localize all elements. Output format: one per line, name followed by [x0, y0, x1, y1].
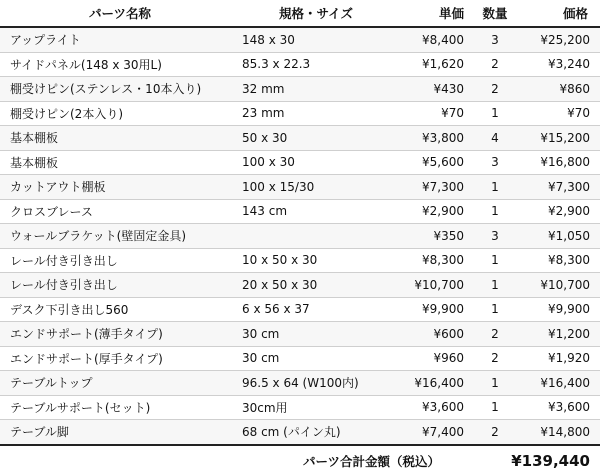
cell-spec: 148 x 30	[240, 27, 390, 52]
cell-unit-price: ¥600	[390, 322, 470, 347]
cell-unit-price: ¥8,300	[390, 248, 470, 273]
cell-spec: 68 cm (パイン丸)	[240, 420, 390, 445]
cell-name: レール付き引き出し	[0, 273, 240, 298]
cell-qty: 1	[470, 395, 520, 420]
cell-qty: 3	[470, 27, 520, 52]
cell-qty: 1	[470, 273, 520, 298]
cell-qty: 2	[470, 420, 520, 445]
cell-qty: 1	[470, 101, 520, 126]
table-row	[0, 420, 600, 445]
cell-unit-price: ¥70	[390, 101, 470, 126]
cell-name: カットアウト棚板	[0, 175, 240, 200]
cell-spec: 100 x 15/30	[240, 175, 390, 200]
cell-price: ¥9,900	[520, 297, 600, 322]
cell-spec: 23 mm	[240, 101, 390, 126]
cell-spec: 32 mm	[240, 77, 390, 102]
cell-unit-price: ¥8,400	[390, 27, 470, 52]
cell-name: テーブル脚	[0, 420, 240, 445]
table-row	[0, 273, 600, 298]
cell-name: クロスブレース	[0, 199, 240, 224]
cell-unit-price: ¥2,900	[390, 199, 470, 224]
cell-unit-price: ¥1,620	[390, 52, 470, 77]
cell-qty: 1	[470, 175, 520, 200]
cell-spec: 10 x 50 x 30	[240, 248, 390, 273]
cell-name: アップライト	[0, 27, 240, 52]
cell-qty: 3	[470, 224, 520, 249]
cell-unit-price: ¥7,300	[390, 175, 470, 200]
total-value: ¥139,440	[470, 445, 600, 476]
cell-price: ¥3,240	[520, 52, 600, 77]
cell-unit-price: ¥3,800	[390, 126, 470, 151]
cell-qty: 2	[470, 52, 520, 77]
table-row	[0, 175, 600, 200]
table-row	[0, 101, 600, 126]
total-label: パーツ合計金額（税込）	[0, 445, 470, 476]
header-name: パーツ名称	[0, 0, 240, 27]
cell-name: テーブルサポート(セット)	[0, 395, 240, 420]
cell-qty: 2	[470, 77, 520, 102]
cell-spec: 30 cm	[240, 346, 390, 371]
cell-unit-price: ¥3,600	[390, 395, 470, 420]
cell-price: ¥7,300	[520, 175, 600, 200]
cell-qty: 2	[470, 322, 520, 347]
table-row	[0, 346, 600, 371]
cell-price: ¥8,300	[520, 248, 600, 273]
table-row	[0, 395, 600, 420]
header-qty: 数量	[470, 0, 520, 27]
cell-price: ¥1,200	[520, 322, 600, 347]
cell-spec: 96.5 x 64 (W100内)	[240, 371, 390, 396]
header-unit-price: 単価	[390, 0, 470, 27]
cell-unit-price: ¥10,700	[390, 273, 470, 298]
cell-unit-price: ¥5,600	[390, 150, 470, 175]
table-row	[0, 322, 600, 347]
cell-price: ¥16,800	[520, 150, 600, 175]
cell-spec: 100 x 30	[240, 150, 390, 175]
cell-name: 基本棚板	[0, 126, 240, 151]
cell-name: 棚受けピン(ステンレス・10本入り)	[0, 77, 240, 102]
total-row	[0, 445, 600, 476]
cell-qty: 1	[470, 371, 520, 396]
table-row	[0, 248, 600, 273]
cell-price: ¥16,400	[520, 371, 600, 396]
cell-spec: 6 x 56 x 37	[240, 297, 390, 322]
table-row	[0, 150, 600, 175]
cell-name: 棚受けピン(2本入り)	[0, 101, 240, 126]
table-row	[0, 126, 600, 151]
cell-price: ¥1,920	[520, 346, 600, 371]
cell-price: ¥15,200	[520, 126, 600, 151]
cell-name: サイドパネル(148 x 30用L)	[0, 52, 240, 77]
cell-name: レール付き引き出し	[0, 248, 240, 273]
cell-spec: 30 cm	[240, 322, 390, 347]
cell-unit-price: ¥430	[390, 77, 470, 102]
cell-unit-price: ¥960	[390, 346, 470, 371]
cell-name: エンドサポート(厚手タイプ)	[0, 346, 240, 371]
cell-price: ¥10,700	[520, 273, 600, 298]
cell-price: ¥25,200	[520, 27, 600, 52]
cell-spec: 30cm用	[240, 395, 390, 420]
table-row	[0, 27, 600, 52]
cell-price: ¥14,800	[520, 420, 600, 445]
cell-qty: 4	[470, 126, 520, 151]
cell-name: テーブルトップ	[0, 371, 240, 396]
cell-name: 基本棚板	[0, 150, 240, 175]
table-row	[0, 371, 600, 396]
cell-name: エンドサポート(薄手タイプ)	[0, 322, 240, 347]
cell-qty: 1	[470, 199, 520, 224]
cell-price: ¥3,600	[520, 395, 600, 420]
cell-price: ¥860	[520, 77, 600, 102]
cell-price: ¥2,900	[520, 199, 600, 224]
cell-unit-price: ¥350	[390, 224, 470, 249]
cell-spec: 143 cm	[240, 199, 390, 224]
cell-unit-price: ¥9,900	[390, 297, 470, 322]
cell-price: ¥1,050	[520, 224, 600, 249]
table-row	[0, 77, 600, 102]
cell-name: ウォールブラケット(壁固定金具)	[0, 224, 240, 249]
cell-spec	[240, 224, 390, 249]
cell-unit-price: ¥7,400	[390, 420, 470, 445]
cell-spec: 20 x 50 x 30	[240, 273, 390, 298]
table-row	[0, 52, 600, 77]
table-header-row	[0, 0, 600, 27]
cell-qty: 1	[470, 297, 520, 322]
cell-name: デスク下引き出し560	[0, 297, 240, 322]
cell-spec: 85.3 x 22.3	[240, 52, 390, 77]
cell-qty: 2	[470, 346, 520, 371]
cell-unit-price: ¥16,400	[390, 371, 470, 396]
table-row	[0, 199, 600, 224]
cell-qty: 3	[470, 150, 520, 175]
header-spec: 規格・サイズ	[240, 0, 390, 27]
cell-spec: 50 x 30	[240, 126, 390, 151]
cell-qty: 1	[470, 248, 520, 273]
table-row	[0, 224, 600, 249]
cell-price: ¥70	[520, 101, 600, 126]
header-price: 価格	[520, 0, 600, 27]
table-row	[0, 297, 600, 322]
